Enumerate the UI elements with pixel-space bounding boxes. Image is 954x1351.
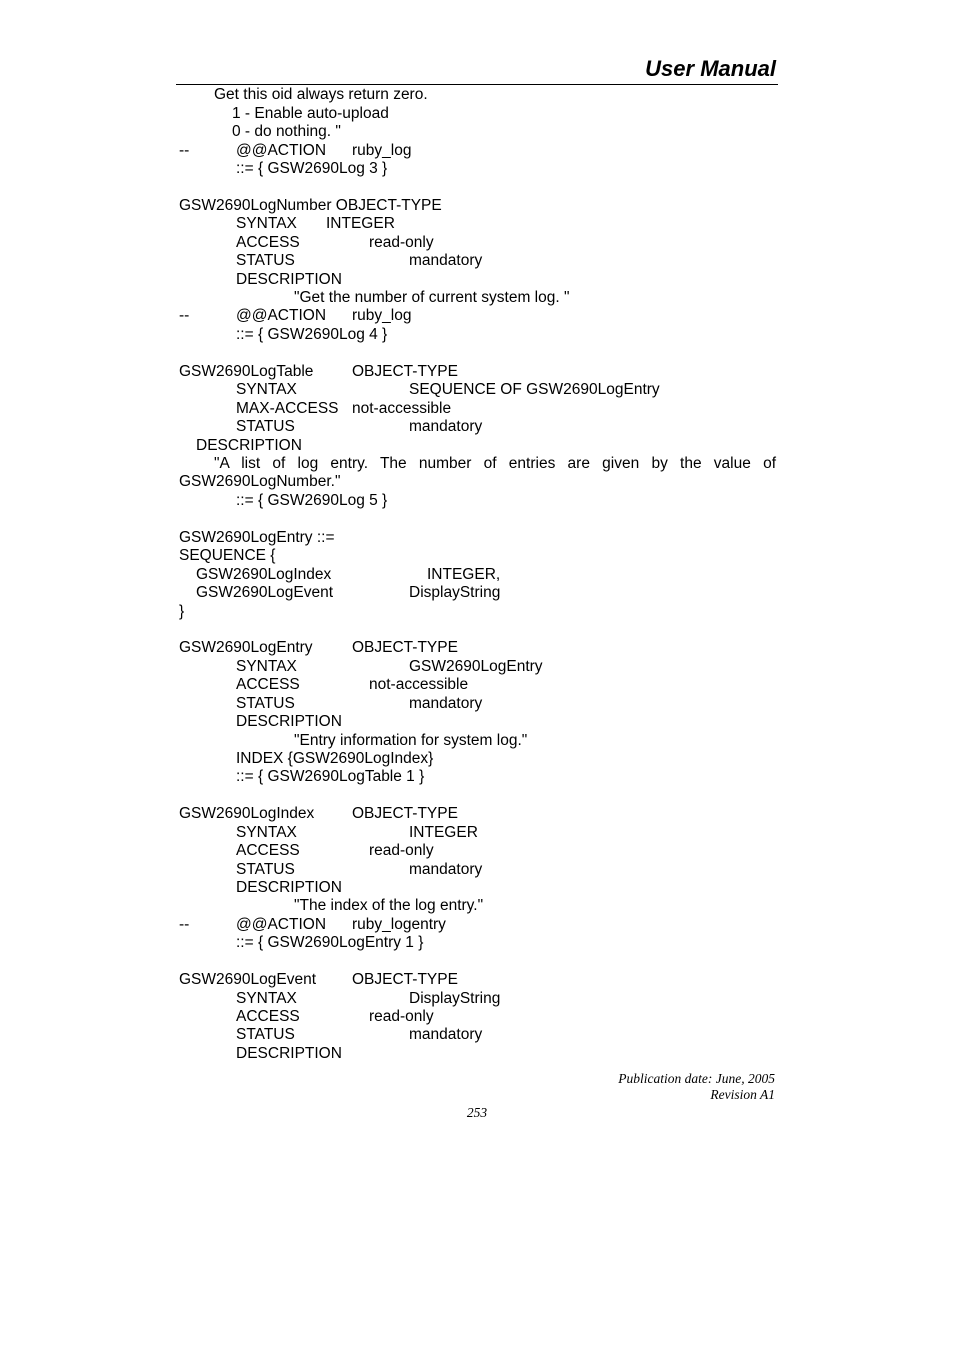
object-heading: GSW2690LogEvent [179,971,317,988]
body-keyword: SYNTAX [236,990,297,1007]
body-line: ::= { GSW2690LogTable 1 } [236,768,425,785]
body-line: Get this oid always return zero. [214,86,428,103]
body-line: ::= { GSW2690Log 4 } [236,326,388,343]
body-value: SEQUENCE OF GSW2690LogEntry [409,381,660,398]
body-value: DisplayString [409,990,501,1007]
body-value: DisplayString [409,584,501,601]
body-keyword: ACCESS [236,842,300,859]
body-keyword: DESCRIPTION [236,271,342,288]
body-value: read-only [369,234,434,251]
body-value: OBJECT-TYPE [352,805,458,822]
header-title: User Manual [645,56,776,81]
body-keyword: ACCESS [236,234,300,251]
body-line: ::= { GSW2690LogEntry 1 } [236,934,424,951]
body-keyword: ACCESS [236,676,300,693]
body-value: ruby_log [352,142,412,159]
body-value: mandatory [409,695,483,712]
body-keyword: STATUS [236,252,295,269]
body-line: "The index of the log entry." [294,897,484,914]
body-value: read-only [369,1008,434,1025]
object-heading: GSW2690LogIndex [179,805,315,822]
body-keyword: DESCRIPTION [236,1045,342,1062]
body-keyword: STATUS [236,1026,295,1043]
body-line: 1 - Enable auto-upload [232,105,389,122]
body-keyword: SYNTAX [236,824,297,841]
body-value: mandatory [409,861,483,878]
body-value: OBJECT-TYPE [352,363,458,380]
body-value: OBJECT-TYPE [352,639,458,656]
body-keyword: MAX-ACCESS [236,400,339,417]
body-value: OBJECT-TYPE [352,971,458,988]
body-value: mandatory [409,418,483,435]
body-keyword: GSW2690LogEvent [196,584,334,601]
body-line: "Get the number of current system log. " [294,289,570,306]
body-value: INTEGER [409,824,478,841]
body-value: mandatory [409,1026,483,1043]
body-line: GSW2690LogNumber." [179,473,341,490]
body-keyword: STATUS [236,418,295,435]
body-line: SEQUENCE { [179,547,276,564]
body-line: INDEX {GSW2690LogIndex} [236,750,434,767]
comment-marker: -- [179,307,190,324]
object-heading: GSW2690LogEntry ::= [179,529,335,546]
body-value: not-accessible [369,676,469,693]
body-line: "A list of log entry. The number of entries are given by the value of [214,455,776,472]
body-keyword: STATUS [236,695,295,712]
body-value: ruby_logentry [352,916,446,933]
body-keyword: @@ACTION [236,916,327,933]
body-keyword: DESCRIPTION [236,879,342,896]
body-line: 0 - do nothing. " [232,123,341,140]
body-keyword: @@ACTION [236,307,327,324]
body-keyword: SYNTAX [236,658,297,675]
body-keyword: STATUS [236,861,295,878]
body-value: INTEGER [326,215,395,232]
body-keyword: ACCESS [236,1008,300,1025]
body-keyword: SYNTAX [236,381,297,398]
body-value: GSW2690LogEntry [409,658,543,675]
comment-marker: -- [179,916,190,933]
body-value: not-accessible [352,400,452,417]
object-heading: GSW2690LogEntry [179,639,313,656]
object-heading: GSW2690LogTable [179,363,314,380]
body-keyword: DESCRIPTION [236,713,342,730]
body-keyword: DESCRIPTION [196,437,302,454]
body-value: mandatory [409,252,483,269]
body-keyword: GSW2690LogIndex [196,566,332,583]
body-value: ruby_log [352,307,412,324]
body-value: read-only [369,842,434,859]
body-line: ::= { GSW2690Log 3 } [236,160,388,177]
header-rule [176,84,778,85]
body-line: } [179,603,185,620]
body-keyword: @@ACTION [236,142,327,159]
page-number: 253 [466,1105,488,1120]
publication-date: Publication date: June, 2005 [618,1071,775,1086]
comment-marker: -- [179,142,190,159]
revision: Revision A1 [710,1087,775,1102]
body-keyword: SYNTAX [236,215,297,232]
body-line: "Entry information for system log." [294,732,528,749]
object-heading: GSW2690LogNumber OBJECT-TYPE [179,197,442,214]
body-line: ::= { GSW2690Log 5 } [236,492,388,509]
body-value: INTEGER, [427,566,501,583]
